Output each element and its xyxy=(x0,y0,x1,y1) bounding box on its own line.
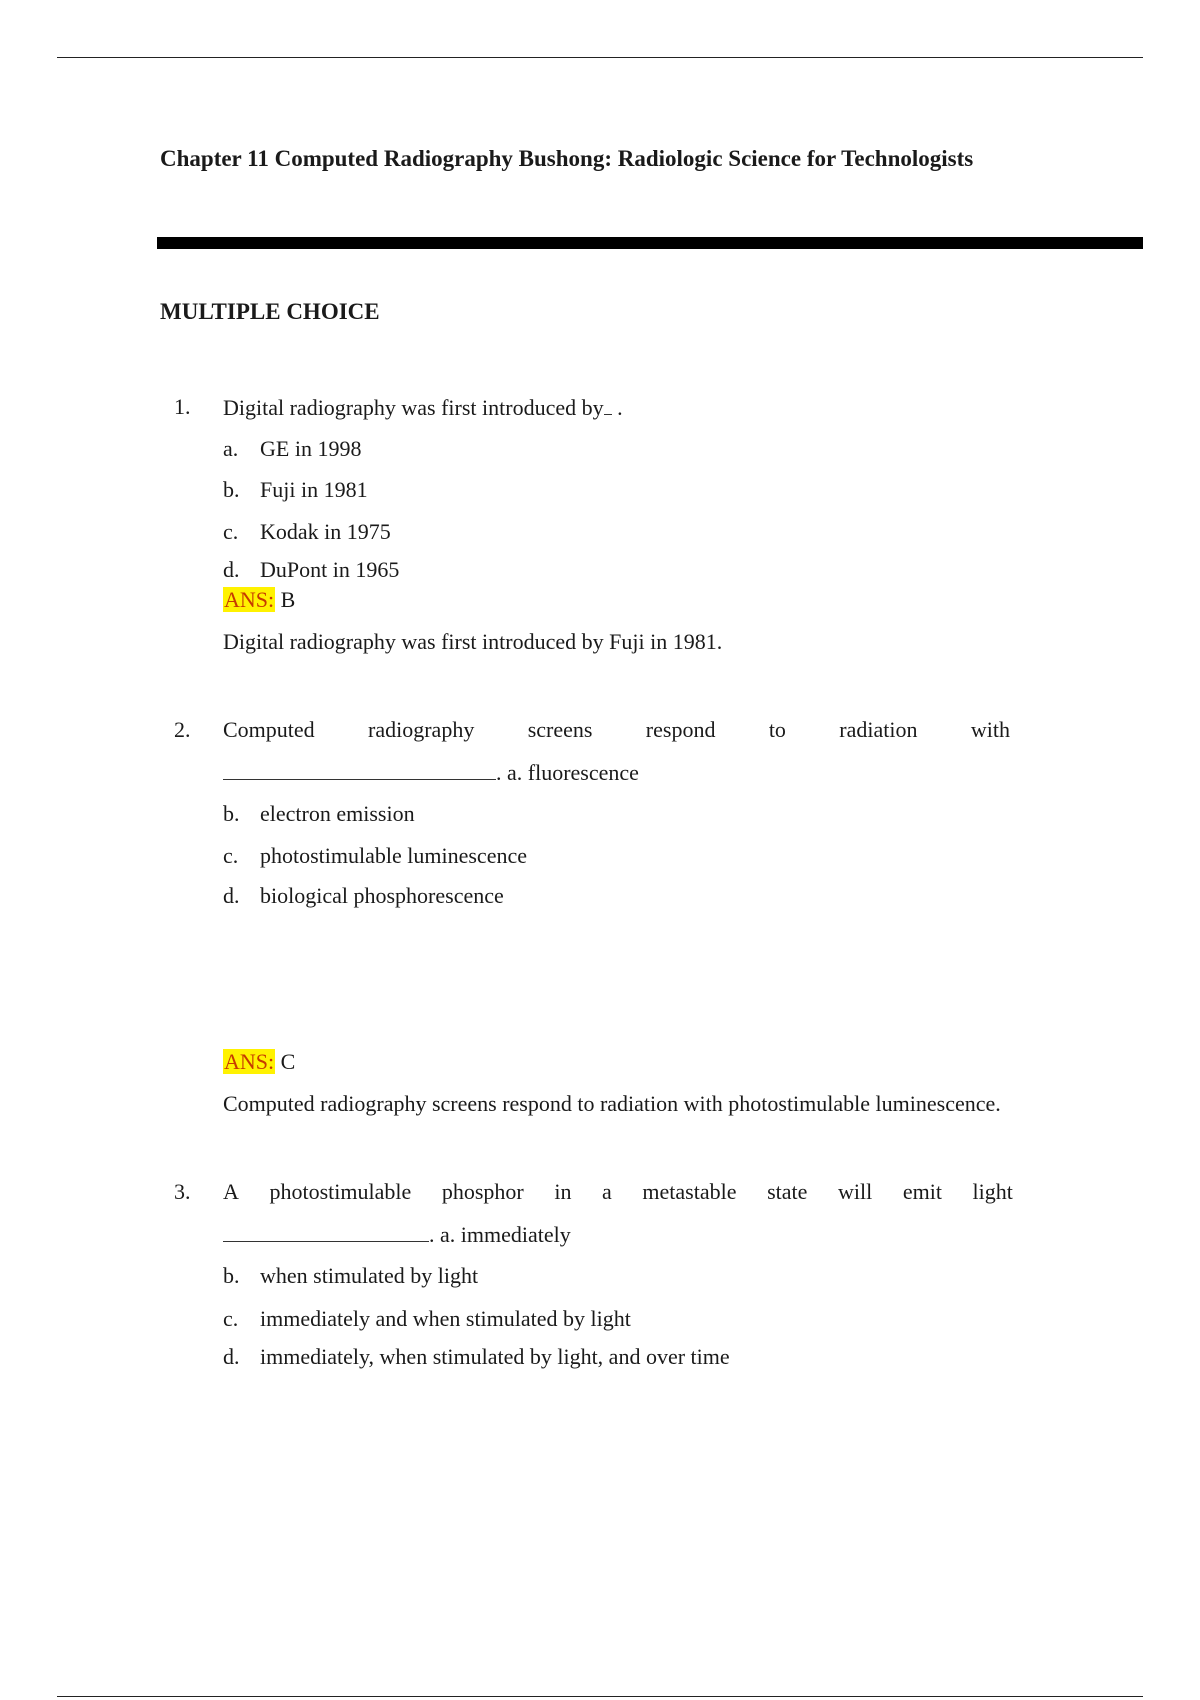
stem-word: will xyxy=(838,1179,873,1204)
answer-label: ANS: xyxy=(224,1049,275,1074)
option-text: electron emission xyxy=(260,801,415,826)
stem-word: state xyxy=(767,1179,808,1204)
option-letter: b. xyxy=(223,801,240,826)
stem-end: . xyxy=(617,395,623,420)
answer-line xyxy=(223,1051,295,1073)
bottom-rule xyxy=(57,1696,1143,1697)
option-text: GE in 1998 xyxy=(260,436,362,461)
stem-word: respond xyxy=(645,717,716,742)
option-letter: d. xyxy=(223,557,240,582)
stem-word: screens xyxy=(527,717,593,742)
stem-word: radiography xyxy=(368,717,475,742)
answer-blank xyxy=(604,396,612,415)
answer-explanation: Computed radiography screens respond to radiation with photostimulable luminescence. xyxy=(223,1091,1001,1116)
option-letter: b. xyxy=(223,477,240,502)
answer-blank xyxy=(223,761,496,780)
answer-line xyxy=(223,589,295,611)
answer-explanation: Digital radiography was first introduced by Fuji in 1981. xyxy=(223,629,723,654)
option-text: DuPont in 1965 xyxy=(260,557,400,582)
section-heading: MULTIPLE CHOICE xyxy=(160,299,380,324)
option-letter: c. xyxy=(223,519,239,544)
blank-line xyxy=(223,1223,571,1246)
option-text: biological phosphorescence xyxy=(260,883,504,908)
option-letter: d. xyxy=(223,883,240,908)
question-stem xyxy=(223,719,1010,741)
option-text: immediately, when stimulated by light, and over time xyxy=(260,1344,730,1369)
stem-word: phosphor xyxy=(441,1179,524,1204)
option-letter: b. xyxy=(223,1263,240,1288)
stem-word: A xyxy=(223,1179,239,1204)
stem-word: Computed xyxy=(223,717,315,742)
stem-word: emit xyxy=(902,1179,942,1204)
answer-label: ANS: xyxy=(224,587,275,612)
top-rule xyxy=(57,57,1143,58)
option-letter: c. xyxy=(223,1306,239,1331)
blank-suffix: . a. fluorescence xyxy=(496,760,639,785)
chapter-title: Chapter 11 Computed Radiography Bushong: Radiologic Science for Technologists xyxy=(160,146,974,171)
option-letter: d. xyxy=(223,1344,240,1369)
answer-blank xyxy=(223,1223,429,1242)
stem-word: metastable xyxy=(642,1179,737,1204)
question-number: 3. xyxy=(174,1179,191,1204)
title-divider xyxy=(157,237,1143,249)
option-text: photostimulable luminescence xyxy=(260,843,527,868)
option-letter: c. xyxy=(223,843,239,868)
answer-value: B xyxy=(280,587,296,612)
stem-word: with xyxy=(970,717,1010,742)
option-text: Kodak in 1975 xyxy=(260,519,391,544)
blank-line xyxy=(223,761,639,784)
stem-text: Digital radiography was first introduced by xyxy=(223,395,604,420)
stem-word: photostimulable xyxy=(269,1179,412,1204)
option-letter: a. xyxy=(223,436,239,461)
question-stem xyxy=(223,396,623,419)
stem-word: in xyxy=(554,1179,572,1204)
question-number: 1. xyxy=(174,394,191,419)
blank-suffix: . a. immediately xyxy=(429,1222,571,1247)
question-stem xyxy=(223,1181,1013,1203)
option-text: immediately and when stimulated by light xyxy=(260,1306,631,1331)
option-text: when stimulated by light xyxy=(260,1263,479,1288)
stem-word: to xyxy=(768,717,786,742)
stem-word: light xyxy=(972,1179,1013,1204)
question-number: 2. xyxy=(174,717,191,742)
option-text: Fuji in 1981 xyxy=(260,477,368,502)
answer-value: C xyxy=(280,1049,296,1074)
stem-word: a xyxy=(602,1179,612,1204)
stem-word: radiation xyxy=(839,717,918,742)
